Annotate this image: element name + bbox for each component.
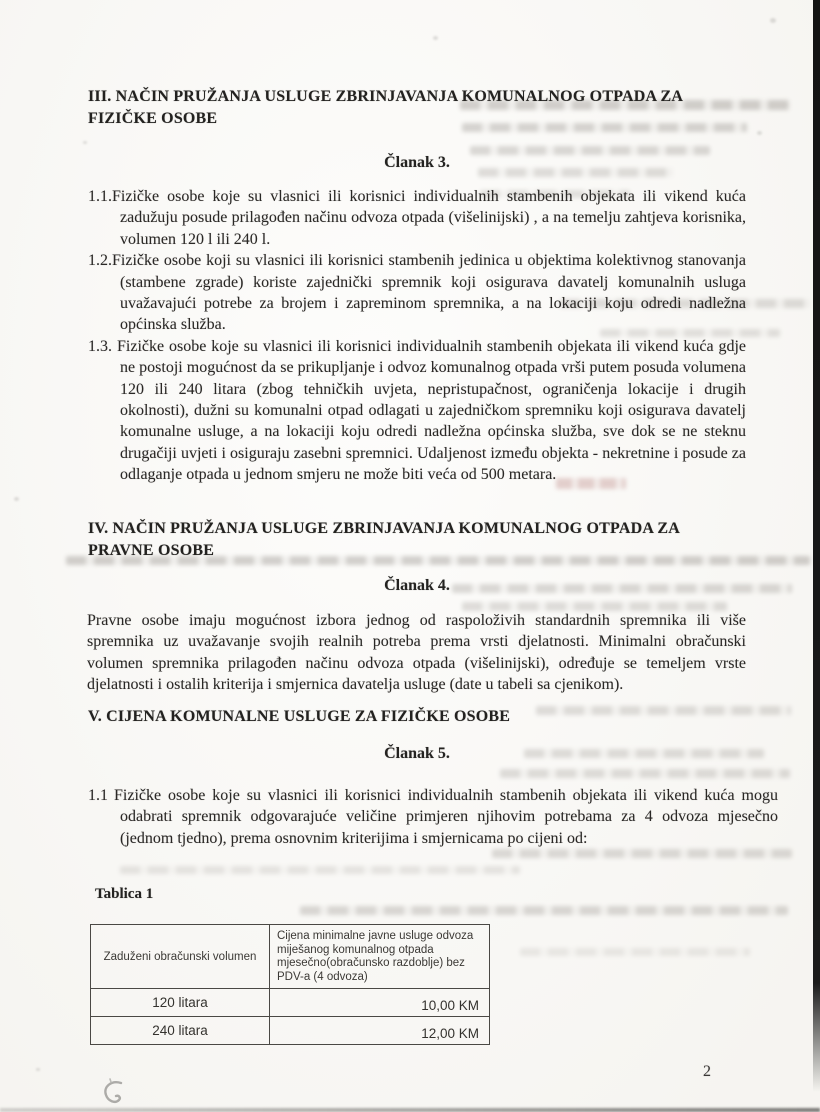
table-caption: Tablica 1 (95, 886, 154, 902)
item-number: 1.2. (88, 252, 112, 270)
item-text: Fizičke osobe koji su vlasnici ili korisnici stambenih jedinica u objektima kolektivnog stanovanja (stambene zgrade) koriste zajednički spremnik koji osigurava davatelj komunalnih usluga uvažavajući potrebe za brojem i zapreminom spremnika, a na lokaciji koju odredi nadležna općinska služba. (112, 252, 746, 334)
article-4-title: Članak 4. (384, 577, 450, 594)
list-item-1-1 (88, 186, 746, 250)
table-row (91, 1017, 490, 1045)
table-row (91, 989, 490, 1017)
cell-price: 12,00 KM (270, 1017, 490, 1045)
handwritten-mark (96, 1076, 132, 1112)
table-header-row (91, 925, 490, 989)
article-3-title: Članak 3. (384, 154, 450, 171)
section-iii-heading: III. NAČIN PRUŽANJA USLUGE ZBRINJAVANJA KOMUNALNOG OTPADA ZA FIZIČKE OSOBE (88, 88, 683, 127)
item-number: 1.3. (88, 337, 112, 355)
item-text: Fizičke osobe koje su vlasnici ili korisnici individualnih stambenih objekata ili vikend kuća zadužuju posude prilagođen načinu odvoza otpada (višelinijski) , a na temelju zahtjeva korisnika, volumen 120 l ili 240 l. (112, 188, 746, 248)
item-text: Fizičke osobe koje su vlasnici ili korisnici individualnih stambenih objekata ili vikend kuća mogu odabrati spremnik odgovarajuće veličine primjeren njihovim potrebama za 4 odvoza mjesečno (jednom tjedno), prema osnovnim kriterijima i smjernicama po cijeni od: (114, 787, 778, 847)
table-header-volume: Zaduženi obračunski volumen (91, 925, 270, 989)
item-text: Fizičke osobe koje su vlasnici ili korisnici individualnih stambenih objekata ili vikend kuća gdje ne postoji mogućnost da se prikupljanje i odvoz komunalnog otpada vrši putem posuda volumena 120 ili 240 litara (zbog tehničkih uvjeta, nepristupačnost, ograničenja lokacije i drugih okolnosti), dužni su komunalni otpad odlagati u zajedničkom spremniku koji osigurava davatelj komunalne usluge, a na lokaciji koju odredi nadležna općinska služba, sve dok se ne steknu drugačiji uvjeti i osiguraju zasebni spremnici. Udaljenost između objekta - nekretnine i posude za odlaganje otpada u jednom smjeru ne može biti veća od 500 metara. (117, 337, 746, 484)
cell-price: 10,00 KM (270, 989, 490, 1017)
article-3-items (88, 186, 746, 486)
list-item-5-1-1 (88, 785, 778, 849)
item-number: 1.1. (88, 188, 112, 205)
article-5-title: Članak 5. (384, 745, 450, 762)
list-item-1-3 (88, 336, 746, 486)
section-v-heading: V. CIJENA KOMUNALNE USLUGE ZA FIZIČKE OSOBE (88, 708, 511, 725)
cell-volume: 240 litara (91, 1017, 270, 1045)
scan-edge-shadow-right (813, 0, 820, 1092)
item-number: 1.1 (88, 787, 108, 804)
table-header-price: Cijena minimalne javne usluge odvoza miješanog komunalnog otpada mjesečno(obračunsko razdoblje) bez PDV-a (4 odvoza) (270, 925, 490, 989)
price-table (90, 924, 490, 1045)
cell-volume: 120 litara (91, 989, 270, 1017)
scan-edge-shadow-bottom (0, 1108, 820, 1112)
section-iv-heading: IV. NAČIN PRUŽANJA USLUGE ZBRINJAVANJA KOMUNALNOG OTPADA ZA PRAVNE OSOBE (88, 520, 680, 559)
page-number: 2 (703, 1063, 711, 1080)
list-item-1-2 (88, 250, 746, 336)
article-4-paragraph: Pravne osobe imaju mogućnost izbora jednog od raspoloživih standardnih spremnika ili više spremnika uz uvažavanje svojih realnih potreba prema vrsti djelatnosti. Minimalni obračunski volumen spremnika prilagođen načinu odvoza otpada (višelinijski), određuje se temeljem vrste djelatnosti i ostalih kriterija i smjernica davatelja usluge (date u tabeli sa cjenikom). (87, 612, 746, 694)
